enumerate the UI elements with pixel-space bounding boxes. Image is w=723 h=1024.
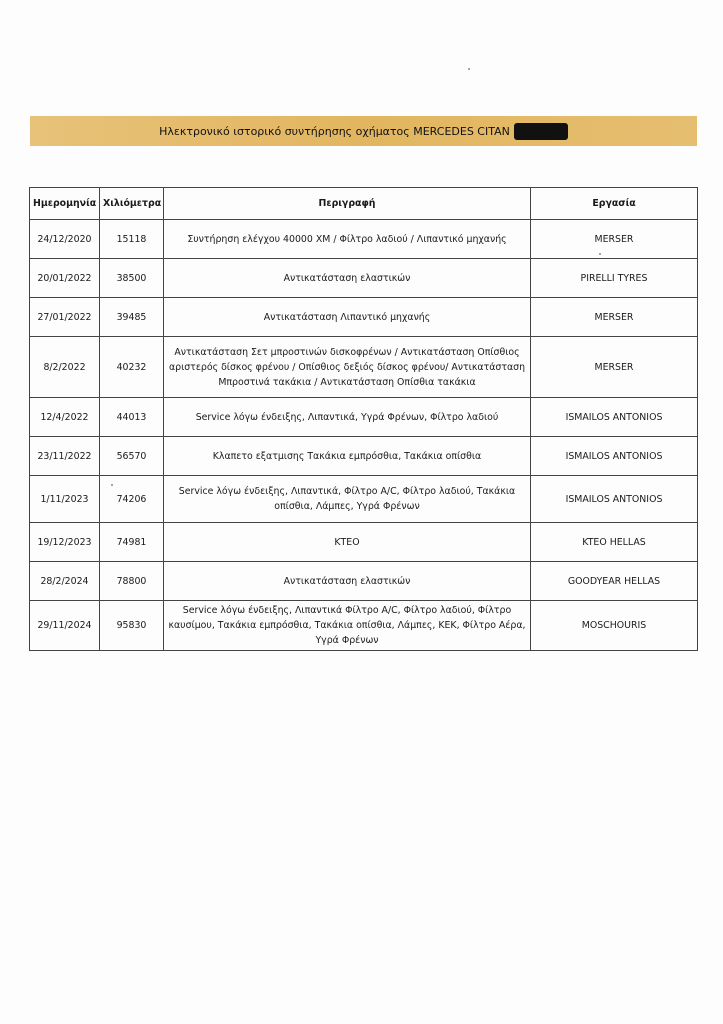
cell-description: Service λόγω ένδειξης, Λιπαντικά, Φίλτρο A/C, Φίλτρο λαδιού, Τακάκια οπίσθια, Λάμπες, Υγρά Φρένων: [164, 476, 531, 523]
cell-km: 78800: [100, 562, 164, 601]
cell-date: 24/12/2020: [30, 220, 100, 259]
cell-description: Αντικατάσταση ελαστικών: [164, 259, 531, 298]
maintenance-history-table: [29, 187, 698, 651]
table-row: [30, 523, 698, 562]
cell-km: 74206: [100, 476, 164, 523]
cell-workshop: ISMAILOS ANTONIOS: [531, 476, 698, 523]
table-row: [30, 220, 698, 259]
cell-description: Service λόγω ένδειξης, Λιπαντικά Φίλτρο A/C, Φίλτρο λαδιού, Φίλτρο καυσίμου, Τακάκια εμπρόσθια, Τακάκια οπίσθια, Λάμπες, ΚΕΚ, Φίλτρο Αέρα, Υγρά Φρένων: [164, 601, 531, 651]
cell-description: Συντήρηση ελέγχου 40000 ΧΜ / Φίλτρο λαδιού / Λιπαντικό μηχανής: [164, 220, 531, 259]
cell-description: Αντικατάσταση Λιπαντικό μηχανής: [164, 298, 531, 337]
cell-workshop: MERSER: [531, 337, 698, 398]
table-row: [30, 562, 698, 601]
table-row: [30, 259, 698, 298]
cell-km: 40232: [100, 337, 164, 398]
table-row: [30, 601, 698, 651]
cell-date: 12/4/2022: [30, 398, 100, 437]
column-header-date: Ημερομηνία: [30, 188, 100, 220]
cell-km: 56570: [100, 437, 164, 476]
cell-workshop: MERSER: [531, 220, 698, 259]
cell-km: 44013: [100, 398, 164, 437]
scan-speck: [599, 253, 601, 255]
cell-km: 15118: [100, 220, 164, 259]
cell-km: 74981: [100, 523, 164, 562]
column-header-km: Χιλιόμετρα: [100, 188, 164, 220]
title-banner: [30, 116, 697, 146]
scan-speck: [468, 68, 470, 70]
cell-km: 38500: [100, 259, 164, 298]
document-title: Ηλεκτρονικό ιστορικό συντήρησης οχήματος MERCEDES CITAN: [159, 124, 510, 138]
table-row: [30, 476, 698, 523]
cell-workshop: MERSER: [531, 298, 698, 337]
cell-date: 27/01/2022: [30, 298, 100, 337]
table-row: [30, 398, 698, 437]
cell-description: Αντικατάσταση Σετ μπροστινών δισκοφρένων / Αντικατάσταση Οπίσθιος αριστερός δίσκος φρένου / Οπίσθιος δεξιός δίσκος φρένου/ Αντικατάσταση Μπροστινά τακάκια / Αντικατάσταση Οπίσθια τακάκια: [164, 337, 531, 398]
table-row: [30, 337, 698, 398]
cell-date: 1/11/2023: [30, 476, 100, 523]
cell-date: 28/2/2024: [30, 562, 100, 601]
cell-description: Αντικατάσταση ελαστικών: [164, 562, 531, 601]
table-row: [30, 437, 698, 476]
cell-date: 20/01/2022: [30, 259, 100, 298]
table-row: [30, 298, 698, 337]
cell-workshop: ISMAILOS ANTONIOS: [531, 398, 698, 437]
cell-workshop: PIRELLI TYRES: [531, 259, 698, 298]
table-header-row: [30, 188, 698, 220]
cell-description: ΚΤΕΟ: [164, 523, 531, 562]
column-header-workshop: Εργασία: [531, 188, 698, 220]
cell-workshop: GOODYEAR HELLAS: [531, 562, 698, 601]
cell-workshop: KTEO HELLAS: [531, 523, 698, 562]
redaction-box: [514, 123, 568, 140]
cell-description: Κλαπετο εξατμισης Τακάκια εμπρόσθια, Τακάκια οπίσθια: [164, 437, 531, 476]
cell-description: Service λόγω ένδειξης, Λιπαντικά, Υγρά Φρένων, Φίλτρο λαδιού: [164, 398, 531, 437]
cell-workshop: MOSCHOURIS: [531, 601, 698, 651]
cell-km: 39485: [100, 298, 164, 337]
scan-speck: [111, 484, 113, 486]
cell-date: 8/2/2022: [30, 337, 100, 398]
column-header-description: Περιγραφή: [164, 188, 531, 220]
cell-date: 29/11/2024: [30, 601, 100, 651]
cell-workshop: ISMAILOS ANTONIOS: [531, 437, 698, 476]
cell-km: 95830: [100, 601, 164, 651]
cell-date: 19/12/2023: [30, 523, 100, 562]
cell-date: 23/11/2022: [30, 437, 100, 476]
